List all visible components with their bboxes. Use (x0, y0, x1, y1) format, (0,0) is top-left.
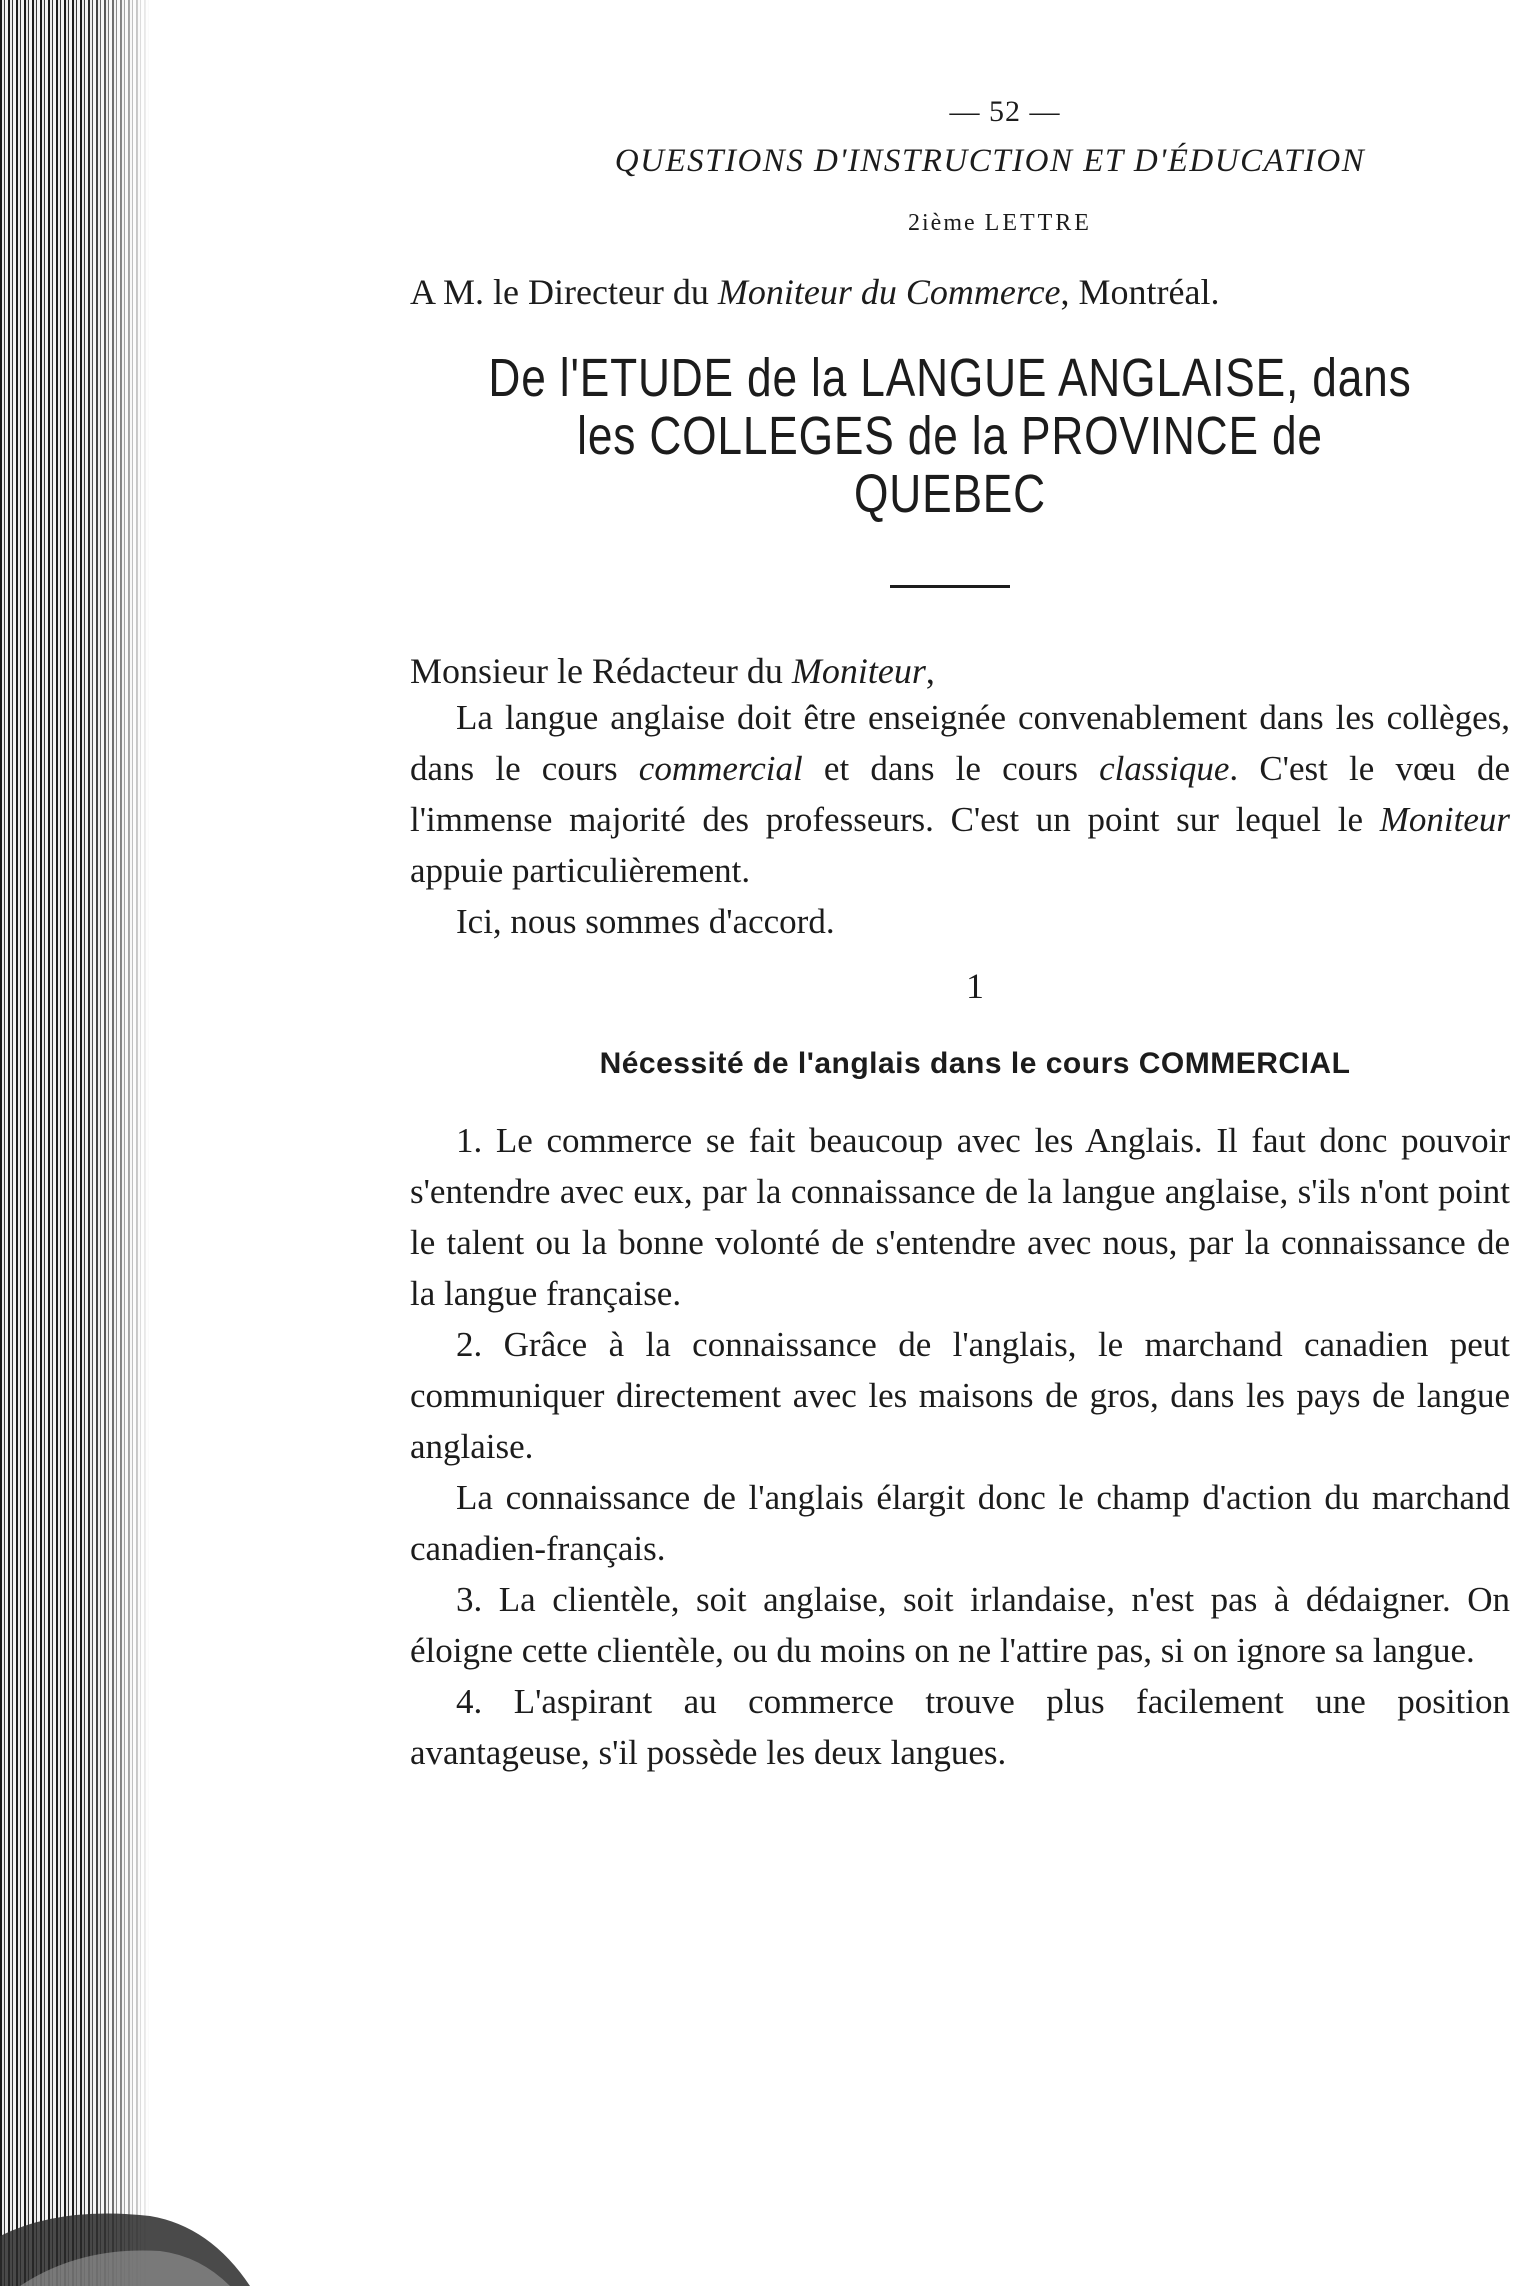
intro-italic-commercial: commercial (638, 749, 803, 788)
list-item: La connaissance de l'anglais élargit donc le champ d'action du marchand canadien-français. (410, 1478, 1510, 1568)
addressee-line (410, 271, 1510, 313)
section-number: 1 (966, 966, 984, 1006)
intro-text-2: et dans le cours (802, 749, 1100, 788)
salutation-post: , (925, 651, 935, 691)
scan-binding-edge (0, 0, 150, 2286)
addressee-pre: A M. le Directeur du (410, 272, 718, 312)
list-item: 3. La clientèle, soit anglaise, soit irlandaise, n'est pas à dédaigner. On éloigne cette clientèle, ou du moins on ne l'attire pas, si on ignore sa langue. (410, 1580, 1510, 1670)
salutation-pre: Monsieur le Rédacteur du (410, 651, 792, 691)
main-title-line-1: De l'ETUDE de la LANGUE ANGLAISE, dans (488, 348, 1412, 408)
salutation (410, 650, 1510, 692)
list-item: 1. Le commerce se fait beaucoup avec les Anglais. Il faut donc pouvoir s'entendre avec eux, par la connaissance de la langue anglaise, s'ils n'ont point le talent ou la bonne volonté de s'entendre avec nous, par la connaissance de la langue française. (410, 1121, 1510, 1313)
intro-text-3: . C'est le vœu de l'immense majorité des professeurs. C'est un point sur lequel le (410, 749, 1510, 839)
letter-label (490, 210, 1510, 237)
intro-italic-moniteur: Moniteur (1379, 800, 1510, 839)
intro-italic-classique: classique (1099, 749, 1230, 788)
page-number: — 52 — (949, 95, 1061, 128)
letter-number: 2ième (908, 210, 977, 236)
series-title: QUESTIONS D'INSTRUCTION ET D'ÉDUCATION (614, 143, 1366, 179)
intro-text-1: La langue anglaise doit être enseignée convenablement dans les collèges, dans le cours (410, 698, 1510, 788)
list-item: 4. L'aspirant au commerce trouve plus facilement une position avantageuse, s'il possède les deux langues. (410, 1682, 1510, 1772)
salutation-journal: Moniteur (791, 651, 926, 691)
intro-paragraph (410, 692, 1510, 896)
intro-closing: Ici, nous sommes d'accord. (456, 902, 835, 941)
section-title: Nécessité de l'anglais dans le cours COMMERCIAL (599, 1047, 1351, 1080)
intro-text-4: appuie particulièrement. (410, 851, 751, 890)
title-rule (890, 585, 1010, 588)
main-title-line-3: QUEBEC (854, 464, 1046, 524)
numbered-list (410, 1115, 1510, 1778)
letter-word: LETTRE (984, 210, 1092, 236)
list-item: 2. Grâce à la connaissance de l'anglais, le marchand canadien peut communiquer directement avec les maisons de gros, dans les pays de langue anglaise. (410, 1325, 1510, 1466)
main-title-line-2: les COLLEGES de la PROVINCE de (577, 406, 1323, 466)
document-page (410, 95, 1510, 1778)
journal-name: Moniteur du Commerce (717, 272, 1061, 312)
addressee-post: , Montréal. (1060, 272, 1220, 312)
scan-corner-shadow (0, 2176, 260, 2286)
main-title (474, 349, 1425, 523)
